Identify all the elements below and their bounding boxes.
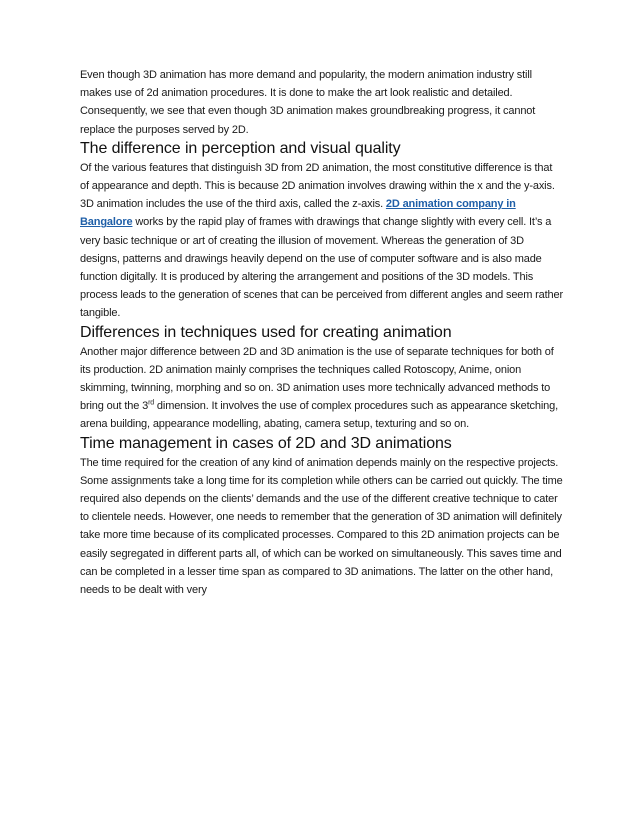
- intro-paragraph: Even though 3D animation has more demand and popularity, the modern animation industry still makes use of 2d animation procedures. It is done to make the art look realistic and detailed. Consequently, we see that even though 3D animation makes groundbreaking progress, it cannot replace the purposes served by 2D.: [80, 69, 536, 136]
- techniques-text-start: Another major difference between 2D and 3D animation is the use of separate techniques for both of its production. 2D animation mainly comprises the techniques called Rotoscopy, Anime, onion skimming, twinning, morphing and so on. 3D animation uses more technically advanced methods to bring out the 3: [80, 345, 554, 413]
- perception-text-end: works by the rapid play of frames with drawings that change slightly with every cell. It’s a very basic technique or art of creating the illusion of movement. Whereas the generation of 3D designs, patterns and drawings heavily depend on the use of computer software and is also made function digitally. It is produced by altering the arrangement and positions of the 3D models. This process leads to the generation of scenes that can be perceived from different angles and seem rather tangible.: [80, 216, 564, 320]
- heading-techniques: Differences in techniques used for creating animation: [80, 323, 452, 341]
- time-management-paragraph: The time required for the creation of any kind of animation depends mainly on the respective projects. Some assignments take a long time for its completion while others can be carried out quickly. The time required also depends on the clients’ demands and the use of the different creative technique to cater to clientele needs. However, one needs to remember that the generation of 3D animation will definitely take more time because of its complicated processes. Compared to this 2D animation projects can be easily segregated in different parts all, of which can be worked on simultaneously. This saves time and can be completed in a lesser time span as compared to 3D animations. The latter on the other hand, needs to be dealt with very: [80, 456, 563, 597]
- techniques-text-end: dimension. It involves the use of complex procedures such as appearance sketching, arena building, appearance modelling, abating, camera setup, texturing and so on.: [80, 400, 558, 431]
- heading-perception-visual-quality: The difference in perception and visual quality: [80, 139, 401, 157]
- document-page: [80, 66, 564, 599]
- techniques-paragraph: [80, 343, 564, 434]
- animation-company-link[interactable]: 2D animation company in Bangalore: [80, 198, 516, 229]
- perception-paragraph: [80, 159, 564, 323]
- heading-time-management: Time management in cases of 2D and 3D animations: [80, 434, 452, 452]
- ordinal-superscript: rd: [148, 399, 155, 407]
- perception-text-start: Of the various features that distinguish 3D from 2D animation, the most constitutive difference is that of appearance and depth. This is because 2D animation involves drawing within the x and the y-axis. 3D animation includes the use of the third axis, called the z-axis.: [80, 161, 555, 211]
